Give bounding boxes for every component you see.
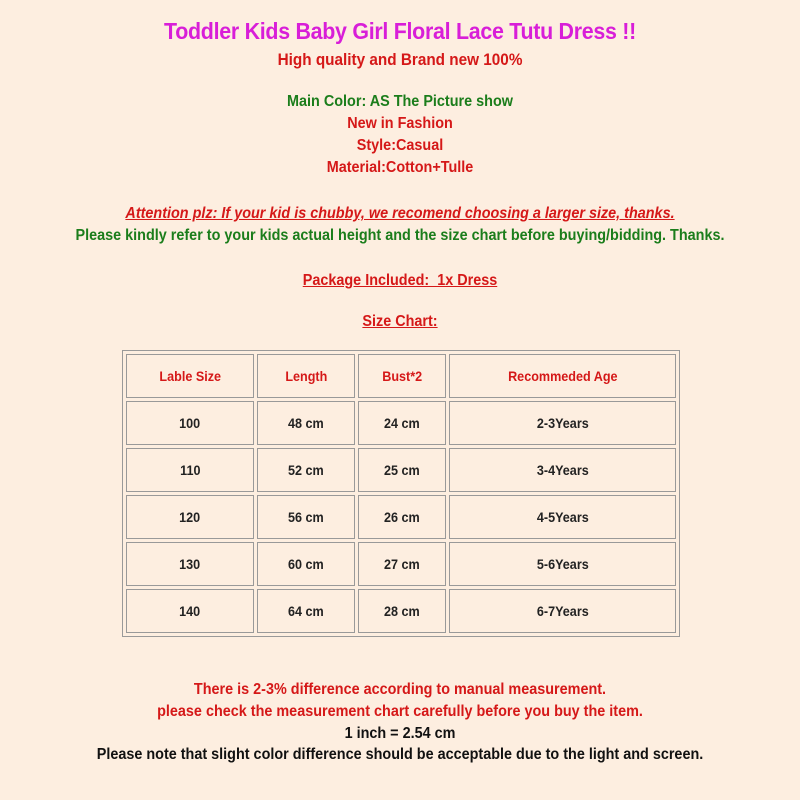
- cell-size: 140: [126, 589, 254, 633]
- cell-bust: 28 cm: [358, 589, 446, 633]
- table-row: [126, 589, 676, 633]
- package-included: Package Included: 1x Dress: [302, 272, 498, 289]
- table-row: [126, 401, 676, 445]
- cell-age: 4-5Years: [449, 495, 676, 539]
- cell-size: 130: [126, 542, 254, 586]
- page-title: Toddler Kids Baby Girl Floral Lace Tutu Dress !!: [164, 18, 636, 44]
- difference-note: There is 2-3% difference according to manual measurement.: [193, 681, 607, 698]
- subtitle: High quality and Brand new 100%: [277, 50, 523, 69]
- cell-bust: 26 cm: [358, 495, 446, 539]
- detail-material: Material:Cotton+Tulle: [326, 159, 474, 176]
- refer-note: Please kindly refer to your kids actual height and the size chart before buying/bidding. Thanks.: [75, 227, 725, 244]
- header-bust: Bust*2: [358, 354, 446, 398]
- attention-note: Attention plz: If your kid is chubby, we recomend choosing a larger size, thanks.: [125, 205, 675, 222]
- cell-age: 2-3Years: [449, 401, 676, 445]
- cell-length: 56 cm: [257, 495, 355, 539]
- size-chart-table: [122, 350, 680, 637]
- cell-length: 52 cm: [257, 448, 355, 492]
- cell-size: 110: [126, 448, 254, 492]
- cell-age: 3-4Years: [449, 448, 676, 492]
- cell-length: 48 cm: [257, 401, 355, 445]
- cell-length: 64 cm: [257, 589, 355, 633]
- cell-age: 6-7Years: [449, 589, 676, 633]
- table-row: [126, 495, 676, 539]
- detail-main-color: Main Color: AS The Picture show: [287, 93, 513, 110]
- header-label-size: Lable Size: [126, 354, 254, 398]
- table-row: [126, 542, 676, 586]
- table-row: [126, 448, 676, 492]
- cell-bust: 27 cm: [358, 542, 446, 586]
- cell-age: 5-6Years: [449, 542, 676, 586]
- check-note: please check the measurement chart carefully before you buy the item.: [157, 703, 643, 720]
- cell-size: 100: [126, 401, 254, 445]
- color-difference-note: Please note that slight color difference should be acceptable due to the light and screen.: [96, 746, 704, 763]
- detail-new-in-fashion: New in Fashion: [347, 115, 453, 132]
- size-chart-label: Size Chart:: [362, 313, 438, 330]
- cell-bust: 24 cm: [358, 401, 446, 445]
- cell-bust: 25 cm: [358, 448, 446, 492]
- cell-size: 120: [126, 495, 254, 539]
- inch-conversion: 1 inch = 2.54 cm: [344, 725, 456, 742]
- cell-length: 60 cm: [257, 542, 355, 586]
- table-header-row: [126, 354, 676, 398]
- header-age: Recommeded Age: [449, 354, 676, 398]
- header-length: Length: [257, 354, 355, 398]
- detail-style: Style:Casual: [356, 137, 444, 154]
